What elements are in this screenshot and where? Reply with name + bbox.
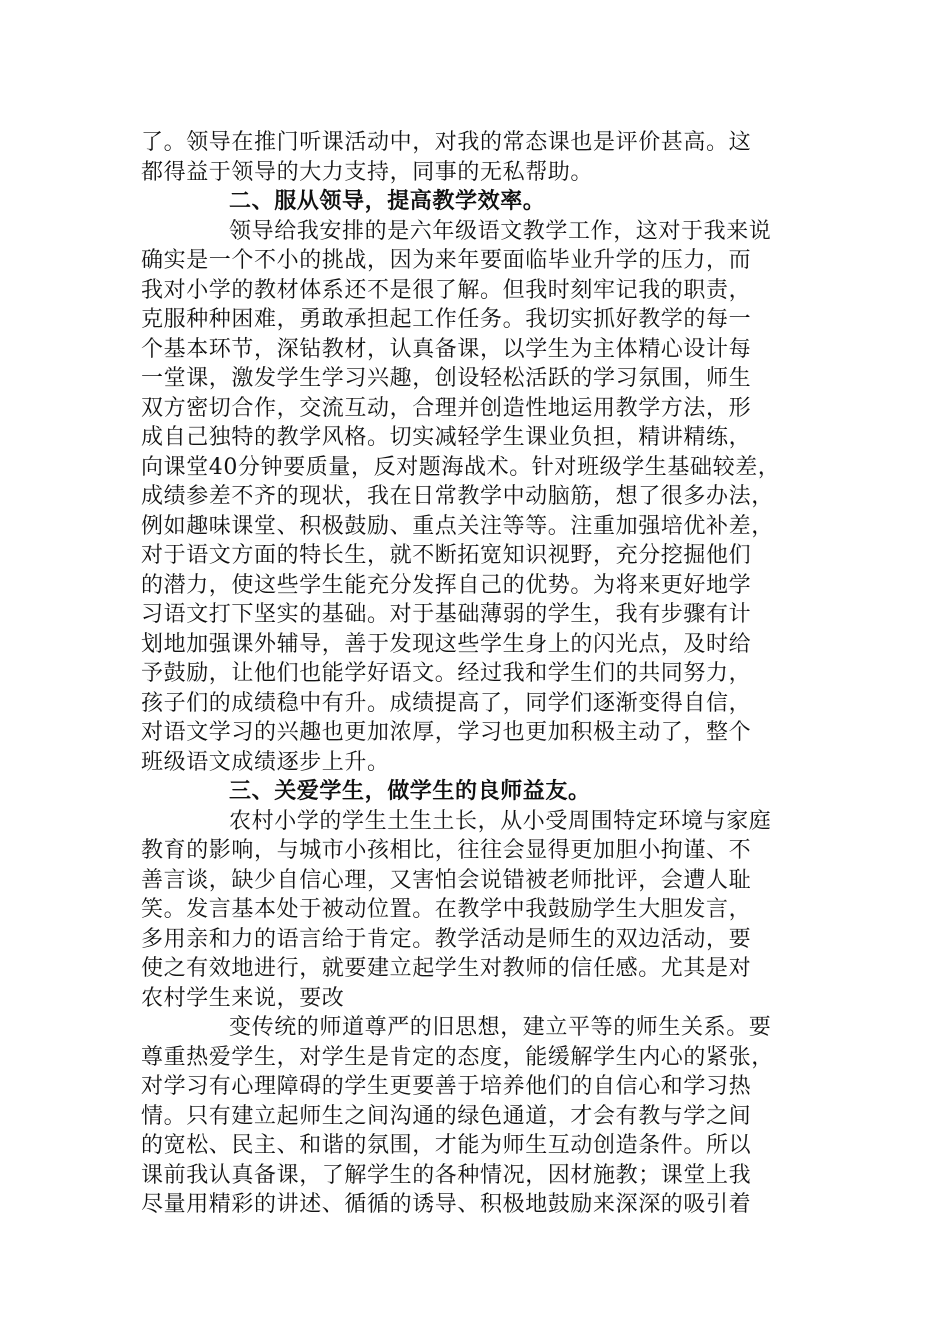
section2-line: 对于语文方面的特长生，就不断拓宽知识视野，充分挖掘他们 (141, 543, 752, 568)
section3-para2-line: 课前我认真备课，了解学生的各种情况，因材施教；课堂上我 (141, 1162, 752, 1188)
section3-line: 使之有效地进行，就要建立起学生对教师的信任感。尤其是对 (141, 956, 752, 981)
intro-line: 都得益于领导的大力支持，同事的无私帮助。 (141, 159, 594, 185)
section2-line: 个基本环节，深钻教材，认真备课，以学生为主体精心设计每 (141, 336, 752, 362)
intro-line: 了。领导在推门听课活动中，对我的常态课也是评价甚高。这 (141, 130, 752, 155)
section2-line: 成自己独特的教学风格。切实减轻学生课业负担，精讲精练， (141, 425, 752, 450)
section2-line: 的潜力，使这些学生能充分发挥自己的优势。为将来更好地学 (141, 572, 752, 598)
section2-heading: 二、服从领导，提高教学效率。 (229, 188, 546, 214)
section3-para2-line: 的宽松、民主、和谐的氛围，才能为师生互动创造条件。所以 (141, 1133, 752, 1158)
section2-line: 予鼓励，让他们也能学好语文。经过我和学生们的共同努力， (141, 661, 752, 686)
section3-heading: 三、关爱学生，做学生的良师益友。 (229, 778, 591, 804)
section3-para2-line: 尊重热爱学生，对学生是肯定的态度，能缓解学生内心的紧张， (141, 1044, 774, 1070)
section2-line: 领导给我安排的是六年级语文教学工作，这对于我来说 (229, 218, 772, 244)
section3-line: 农村学生来说，要改 (141, 985, 345, 1011)
section2-line: 一堂课，激发学生学习兴趣，创设轻松活跃的学习氛围，师生 (141, 366, 752, 391)
section2-line: 向课堂40分钟要质量，反对题海战术。针对班级学生基础较差， (141, 454, 781, 480)
section2-line: 班级语文成绩逐步上升。 (141, 749, 390, 775)
section2-line: 对语文学习的兴趣也更加浓厚，学习也更加积极主动了，整个 (141, 720, 752, 745)
section2-line: 克服种种困难，勇敢承担起工作任务。我切实抓好教学的每一 (141, 307, 752, 332)
section2-line: 确实是一个不小的挑战，因为来年要面临毕业升学的压力，而 (141, 248, 752, 273)
section2-line: 划地加强课外辅导，善于发现这些学生身上的闪光点，及时给 (141, 631, 752, 657)
section3-line: 农村小学的学生土生土长，从小受周围特定环境与家庭 (229, 808, 772, 834)
section2-line: 习语文打下坚实的基础。对于基础薄弱的学生，我有步骤有计 (141, 602, 752, 627)
section3-line: 笑。发言基本处于被动位置。在教学中我鼓励学生大胆发言， (141, 897, 752, 922)
section2-line: 孩子们的成绩稳中有升。成绩提高了，同学们逐渐变得自信， (141, 690, 752, 716)
section2-line: 例如趣味课堂、积极鼓励、重点关注等等。注重加强培优补差， (141, 513, 774, 539)
section3-para2-line: 情。只有建立起师生之间沟通的绿色通道，才会有教与学之间 (141, 1103, 752, 1129)
document-body (141, 128, 831, 1220)
section3-para2-line: 变传统的师道尊严的旧思想，建立平等的师生关系。要 (229, 1015, 772, 1040)
section3-para2-line: 对学习有心理障碍的学生更要善于培养他们的自信心和学习热 (141, 1074, 752, 1099)
section2-line: 双方密切合作，交流互动，合理并创造性地运用教学方法，形 (141, 395, 752, 421)
section3-line: 教育的影响，与城市小孩相比，往往会显得更加胆小拘谨、不 (141, 838, 752, 863)
section3-line: 多用亲和力的语言给于肯定。教学活动是师生的双边活动，要 (141, 926, 752, 952)
section3-line: 善言谈，缺少自信心理，又害怕会说错被老师批评，会遭人耻 (141, 867, 752, 893)
section3-para2-line: 尽量用精彩的讲述、循循的诱导、积极地鼓励来深深的吸引着 (141, 1192, 752, 1217)
section2-line: 成绩参差不齐的现状，我在日常教学中动脑筋，想了很多办法， (141, 484, 774, 509)
section2-line: 我对小学的教材体系还不是很了解。但我时刻牢记我的职责， (141, 277, 752, 303)
